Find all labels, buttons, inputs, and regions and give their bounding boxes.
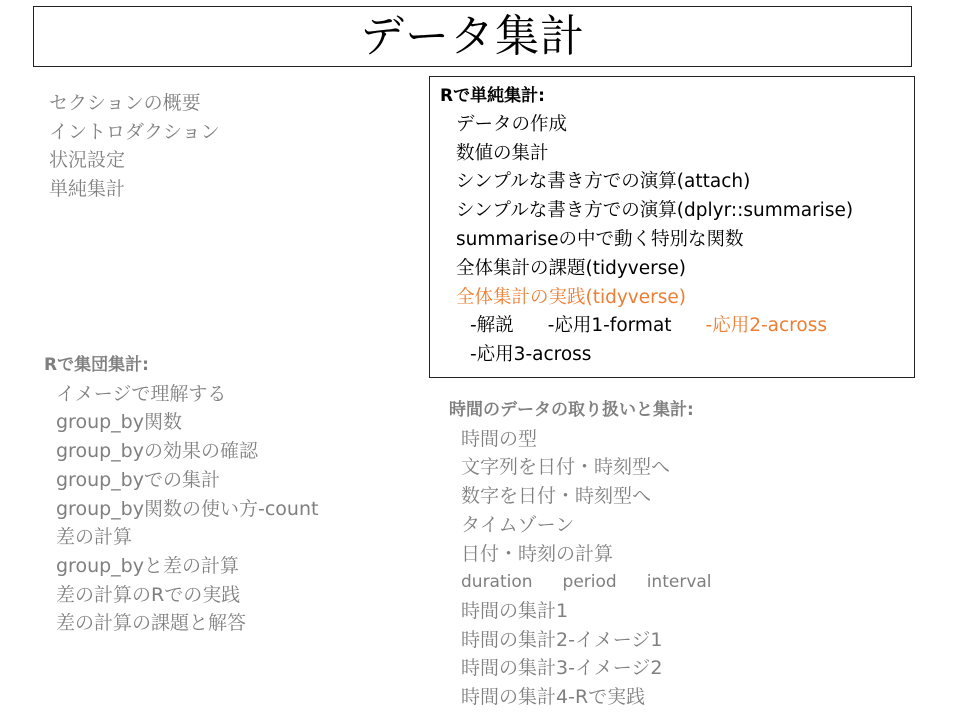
page-title: データ集計	[360, 10, 585, 62]
section-item: セクションの概要	[49, 92, 201, 114]
r-group-item: group_by関数	[56, 411, 182, 434]
r-simple-item: summariseの中で動く特別な関数	[456, 228, 744, 250]
time-data-durations	[449, 568, 712, 597]
time-data-item: 時間の型	[461, 427, 538, 450]
r-group-item: 差の計算のRでの実践	[56, 583, 241, 606]
r-group-heading: Rで集団集計:	[44, 355, 149, 375]
r-simple-item: シンプルな書き方での演算(attach)	[456, 171, 751, 193]
r-simple-subitem-current: -応用2-across	[705, 315, 827, 337]
r-simple-item: 全体集計の課題(tidyverse)	[456, 257, 686, 279]
r-simple-item: シンプルな書き方での演算(dplyr::summarise)	[456, 200, 854, 222]
r-simple-item: 数値の集計	[456, 142, 549, 164]
title-box	[33, 6, 912, 67]
r-group-item: group_byと差の計算	[56, 554, 239, 577]
interval-label: interval	[646, 572, 712, 593]
section-item: イントロダクション	[49, 120, 220, 143]
r-simple-heading: Rで単純集計:	[440, 86, 545, 106]
time-data-list	[449, 396, 712, 712]
r-group-item: イメージで理解する	[56, 382, 227, 405]
r-simple-item-current: 全体集計の実践(tidyverse)	[456, 286, 686, 308]
time-data-item: 数字を日付・時刻型へ	[461, 485, 652, 508]
section-item: 状況設定	[49, 149, 126, 172]
r-group-item: 差の計算	[56, 526, 133, 549]
r-group-item: group_byの効果の確認	[56, 440, 258, 463]
time-data-item: タイムゾーン	[461, 513, 575, 536]
r-simple-box	[429, 76, 915, 378]
section-list	[49, 89, 220, 204]
r-simple-subitem: -応用3-across	[470, 344, 592, 366]
time-data-item: 文字列を日付・時刻型へ	[461, 456, 671, 479]
r-group-item: group_by関数の使い方-count	[56, 497, 319, 520]
r-simple-subitem: -解説	[470, 315, 514, 337]
r-simple-item: データの作成	[456, 113, 568, 135]
time-data-heading: 時間のデータの取り扱いと集計:	[449, 400, 694, 420]
section-item: 単純集計	[49, 178, 126, 201]
period-label: period	[562, 572, 617, 593]
r-group-list	[44, 351, 318, 638]
r-group-item: group_byでの集計	[56, 468, 220, 491]
time-data-item: 日付・時刻の計算	[461, 542, 614, 565]
r-simple-subitem: -応用1-format	[547, 315, 672, 337]
time-data-item: 時間の集計1	[461, 599, 569, 622]
r-simple-subitems	[440, 312, 914, 341]
time-data-item: 時間の集計3-イメージ2	[461, 657, 663, 680]
time-data-item: 時間の集計2-イメージ1	[461, 628, 663, 651]
time-data-item: 時間の集計4-Rで実践	[461, 686, 646, 709]
duration-label: duration	[461, 572, 533, 593]
r-group-item: 差の計算の課題と解答	[56, 612, 247, 635]
